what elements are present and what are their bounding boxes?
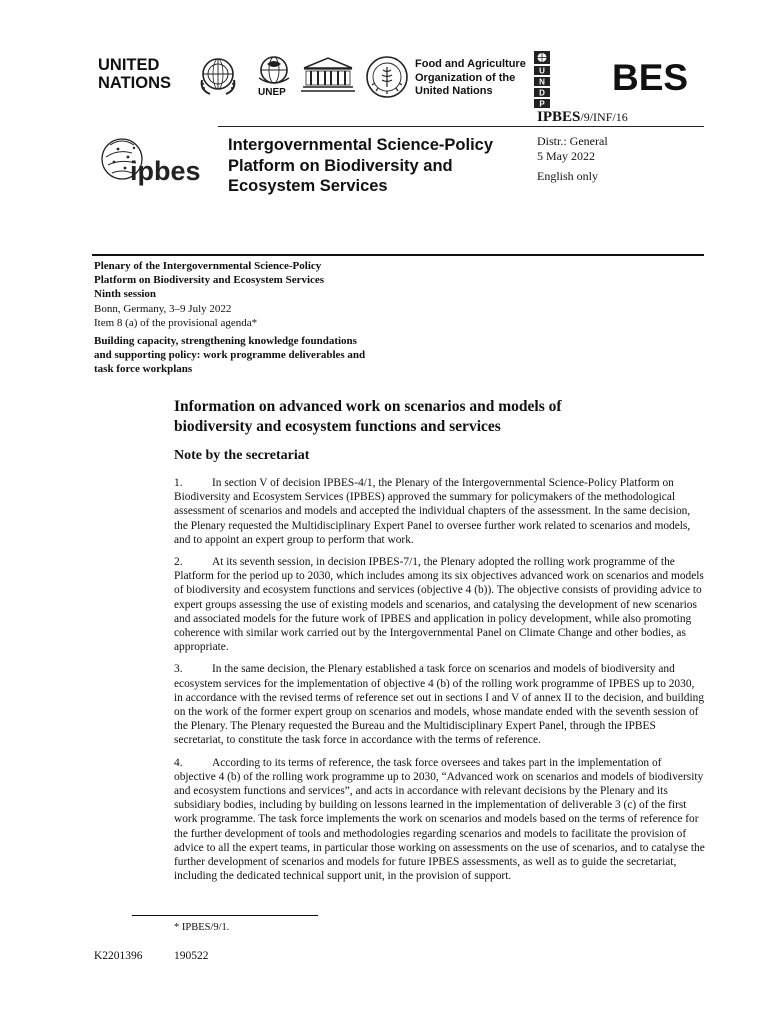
fao-name-line-2: Organization of the (415, 71, 516, 84)
platform-name-line-1: Intergovernmental Science-Policy (228, 136, 494, 154)
meeting-location: Bonn, Germany, 3–9 July 2022 (94, 302, 232, 315)
paragraph-text: According to its terms of reference, the task force oversees and takes part in the implementation of objective 4 (b) of the rolling work programme up to 2030, “Advanced work on scenarios and models of biodiversity and ecosystem functions and services”, and acts in accordance with relevant decisions by the Plenary and its subsidiary bodies, including by building on lessons learned in the implementation of deliverable 3 (c) of the first work programme. The task force implements the work on scenarios and models based on the terms of reference for the further development of tools and methodologies regarding scenarios and models to facilitate the provision of advice to all the expert teams, in particular those working on assessments on the use of scenarios, and to catalyse the further development of scenarios and models for future IPBES assessments, as well as to guide the secretariat, including the dedicated technical support unit, in the provision of support. (174, 756, 705, 883)
agenda-item-line-1: Building capacity, strengthening knowledge foundations (94, 335, 357, 347)
unep-label: UNEP (258, 87, 286, 98)
undp-letter-d: D (539, 88, 545, 98)
footnote-rule (132, 915, 318, 916)
paragraph (174, 756, 705, 884)
paragraph-number: 3. (174, 663, 183, 676)
meeting-agenda-item: Item 8 (a) of the provisional agenda* (94, 316, 258, 329)
un-name (98, 56, 171, 92)
footnote: * IPBES/9/1. (174, 922, 230, 933)
issue-date: 5 May 2022 (537, 148, 595, 163)
document-symbol (537, 109, 628, 126)
unep-logo-icon (254, 54, 294, 86)
paragraph-text: In the same decision, the Plenary established a task force on scenarios and models of biodiversity and ecosystem services for the implementation of objective 4 (b) of the rolling work programme of IPBES up to 2030, in accordance with the revised terms of reference set out in sections I and V of annex II to the decision, and building on the work of the former expert group on scenarios and models, whose mandate ended with the seventh session of the Plenary. The Plenary requested the Bureau and the Multidisciplinary Expert Panel, through the IPBES secretariat, to constitute the task force in accordance with the terms of reference. (174, 663, 705, 747)
document-symbol-main: IPBES (537, 109, 581, 125)
document-title (174, 397, 674, 437)
ipbes-logo-icon (98, 135, 218, 187)
fao-name-line-3: United Nations (415, 85, 493, 97)
paragraph-number: 1. (174, 477, 183, 489)
job-number: K2201396 (94, 950, 143, 962)
meeting-info (94, 259, 324, 330)
fao-name (415, 58, 526, 99)
meeting-session: Ninth session (94, 288, 157, 301)
fao-logo-icon (364, 54, 410, 100)
note-heading: Note by the secretariat (174, 448, 310, 463)
print-date: 190522 (174, 950, 209, 962)
un-emblem-icon (196, 54, 240, 98)
ipbes-wordmark: IPBES (130, 156, 201, 186)
platform-name-line-3: Ecosystem Services (228, 177, 388, 195)
undp-letter-p: P (539, 99, 545, 109)
meeting-rule (92, 254, 704, 256)
document-symbol-rest: /9/INF/16 (580, 110, 628, 124)
paragraph (174, 662, 705, 747)
distribution-block (537, 134, 608, 163)
undp-letter-u: U (539, 66, 545, 76)
paragraph (174, 555, 705, 654)
platform-name (228, 135, 528, 197)
document-title-line-2: biodiversity and ecosystem functions and services (174, 418, 501, 435)
unesco-logo-icon (300, 56, 356, 98)
paragraph-number: 2. (174, 556, 183, 569)
language-note: English only (537, 169, 599, 183)
series-code: BES (612, 57, 689, 98)
agenda-item-line-2: and supporting policy: work programme deliverables and (94, 349, 366, 362)
undp-letter-n: N (539, 77, 545, 87)
undp-logo-icon (529, 50, 555, 112)
document-body (174, 476, 705, 891)
fao-name-line-1: Food and Agriculture (415, 58, 526, 70)
un-name-line-1: UNITED (98, 56, 160, 74)
paragraph (174, 476, 705, 547)
meeting-line-2: Platform on Biodiversity and Ecosystem Services (94, 274, 325, 287)
meeting-line-1: Plenary of the Intergovernmental Science-Policy (94, 260, 322, 272)
platform-name-line-2: Platform on Biodiversity and (228, 156, 453, 175)
distribution: Distr.: General (537, 134, 608, 148)
paragraph-number: 4. (174, 756, 183, 769)
paragraph-text: At its seventh session, in decision IPBES-7/1, the Plenary adopted the rolling work programme of the Platform for the period up to 2030, which includes among its six objectives advanced work on scenarios and models of biodiversity and ecosystem functions and services (objective 4 (b)). The objective consists of providing advice to expert groups assessing the use of existing models and scenarios, and catalysing the development of new scenarios and associated models for the future work of IPBES and application in policy development, while also promoting coherence with similar work carried out by the Intergovernmental Panel on Climate Change and other bodies, as appropriate. (174, 556, 704, 654)
agenda-item-title (94, 334, 414, 377)
paragraph-text: In section V of decision IPBES-4/1, the Plenary of the Intergovernmental Science-Policy Platform on Biodiversity and Ecosystem Services (IPBES) approved the summary for policymakers of the methodological assessment of scenarios and models and accepted the individual chapters of the assessment. In the same decision, the Plenary requested the Multidisciplinary Expert Panel to oversee further work related to scenarios and models, and to appoint an expert group to perform that work. (174, 477, 691, 546)
un-name-line-2: NATIONS (98, 74, 172, 92)
document-title-line-1: Information on advanced work on scenarios and models of (174, 398, 562, 415)
agenda-item-line-3: task force workplans (94, 363, 193, 376)
header-rule (218, 126, 704, 127)
